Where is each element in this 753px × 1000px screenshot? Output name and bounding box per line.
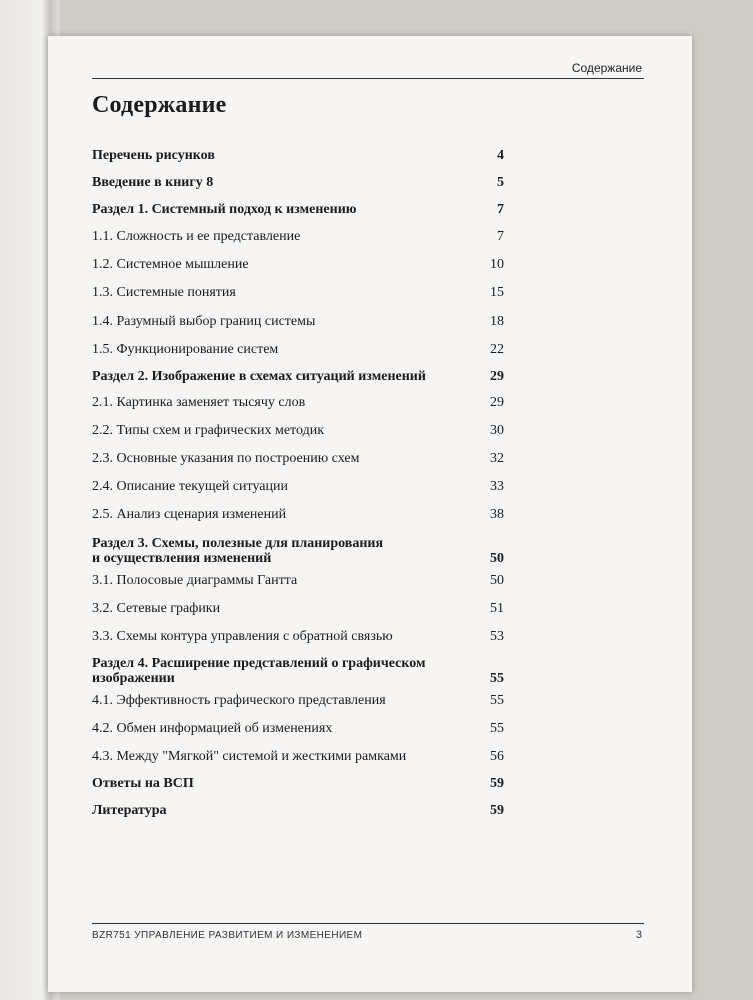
toc-entry-page: 15 bbox=[490, 285, 504, 300]
toc-entry-title: Введение в книгу 8 bbox=[92, 175, 214, 190]
toc-entry-title: 3.2. Сетевые графики bbox=[92, 601, 221, 616]
toc-entry-title: 1.1. Сложность и ее представление bbox=[92, 229, 301, 244]
toc-entry bbox=[92, 629, 504, 644]
toc-entry bbox=[92, 342, 504, 357]
toc-entry bbox=[92, 175, 504, 190]
toc-entry-page: 51 bbox=[490, 601, 504, 616]
toc-entry-title: 3.3. Схемы контура управления с обратной связью bbox=[92, 629, 393, 644]
toc-entry bbox=[92, 314, 504, 329]
toc-entry-page: 7 bbox=[497, 229, 504, 244]
toc-entry-page: 55 bbox=[490, 721, 504, 736]
toc-entry-page: 56 bbox=[490, 749, 504, 764]
toc-entry-page: 50 bbox=[490, 551, 504, 566]
toc-entry bbox=[92, 229, 504, 244]
toc-entry bbox=[92, 601, 504, 616]
toc-entry-page: 59 bbox=[490, 803, 504, 818]
toc-entry-title: 2.2. Типы схем и графических методик bbox=[92, 423, 324, 438]
toc-entry-title: 2.1. Картинка заменяет тысячу слов bbox=[92, 395, 306, 410]
toc-entry bbox=[92, 148, 504, 163]
footer-page-number: 3 bbox=[635, 929, 642, 941]
page-footer bbox=[92, 923, 644, 941]
toc-entry bbox=[92, 257, 504, 272]
toc-entry bbox=[92, 656, 504, 686]
toc-entry bbox=[92, 776, 504, 791]
toc-entry-title: 2.3. Основные указания по построению схем bbox=[92, 451, 360, 466]
toc-entry-page: 29 bbox=[490, 395, 504, 410]
toc-entry-title: 1.4. Разумный выбор границ системы bbox=[92, 314, 316, 329]
toc-entry bbox=[92, 749, 504, 764]
running-header bbox=[92, 58, 644, 79]
toc-entry-title: Раздел 3. Схемы, полезные для планирования и осуществления изменений bbox=[92, 536, 384, 566]
toc-entry-title: 3.1. Полосовые диаграммы Гантта bbox=[92, 573, 298, 588]
toc-entry bbox=[92, 479, 504, 494]
toc-entry-page: 50 bbox=[490, 573, 504, 588]
toc-entry bbox=[92, 395, 504, 410]
toc-entry-page: 53 bbox=[490, 629, 504, 644]
toc-entry-page: 22 bbox=[490, 342, 504, 357]
toc-entry bbox=[92, 536, 504, 566]
toc-entry-title: Раздел 1. Системный подход к изменению bbox=[92, 202, 357, 217]
toc-entry-page: 33 bbox=[490, 479, 504, 494]
document-page bbox=[48, 36, 692, 992]
toc-entry-title: Раздел 2. Изображение в схемах ситуаций изменений bbox=[92, 369, 426, 384]
page-title: Содержание bbox=[92, 92, 227, 118]
toc-entry-title: Раздел 4. Расширение представлений о графическом изображении bbox=[92, 656, 426, 686]
toc-entry-page: 55 bbox=[490, 693, 504, 708]
toc-entry bbox=[92, 803, 504, 818]
toc-entry-page: 4 bbox=[497, 148, 504, 163]
toc-entry bbox=[92, 369, 504, 384]
toc-entry-title: 4.2. Обмен информацией об изменениях bbox=[92, 721, 333, 736]
toc-entry-page: 5 bbox=[497, 175, 504, 190]
toc-entry-page: 29 bbox=[490, 369, 504, 384]
toc-entry-title: 1.5. Функционирование систем bbox=[92, 342, 279, 357]
toc-entry-title: Ответы на ВСП bbox=[92, 776, 194, 791]
toc-entry-page: 10 bbox=[490, 257, 504, 272]
toc-entry-title: Литература bbox=[92, 803, 167, 818]
running-title: Содержание bbox=[571, 61, 642, 75]
toc-entry bbox=[92, 451, 504, 466]
toc-entry bbox=[92, 285, 504, 300]
toc-entry-title: 2.5. Анализ сценария изменений bbox=[92, 507, 287, 522]
footer-course-title: BZR751 УПРАВЛЕНИЕ РАЗВИТИЕМ И ИЗМЕНЕНИЕМ bbox=[92, 930, 363, 941]
toc-entry-title: Перечень рисунков bbox=[92, 148, 215, 163]
toc-entry bbox=[92, 693, 504, 708]
toc-entry bbox=[92, 202, 504, 217]
toc-entry-page: 7 bbox=[497, 202, 504, 217]
toc-entry-title: 1.2. Системное мышление bbox=[92, 257, 249, 272]
toc-entry-page: 18 bbox=[490, 314, 504, 329]
toc-entry bbox=[92, 423, 504, 438]
toc-entry-page: 30 bbox=[490, 423, 504, 438]
toc-entry-title: 4.3. Между "Мягкой" системой и жесткими рамками bbox=[92, 749, 407, 764]
toc-entry bbox=[92, 721, 504, 736]
toc-entry-page: 38 bbox=[490, 507, 504, 522]
toc-entry bbox=[92, 507, 504, 522]
toc-entry bbox=[92, 573, 504, 588]
toc-entry-page: 55 bbox=[490, 671, 504, 686]
toc-entry-title: 4.1. Эффективность графического представления bbox=[92, 693, 386, 708]
toc-entry-page: 32 bbox=[490, 451, 504, 466]
toc-entry-page: 59 bbox=[490, 776, 504, 791]
toc-entry-title: 2.4. Описание текущей ситуации bbox=[92, 479, 288, 494]
toc-entry-title: 1.3. Системные понятия bbox=[92, 285, 236, 300]
